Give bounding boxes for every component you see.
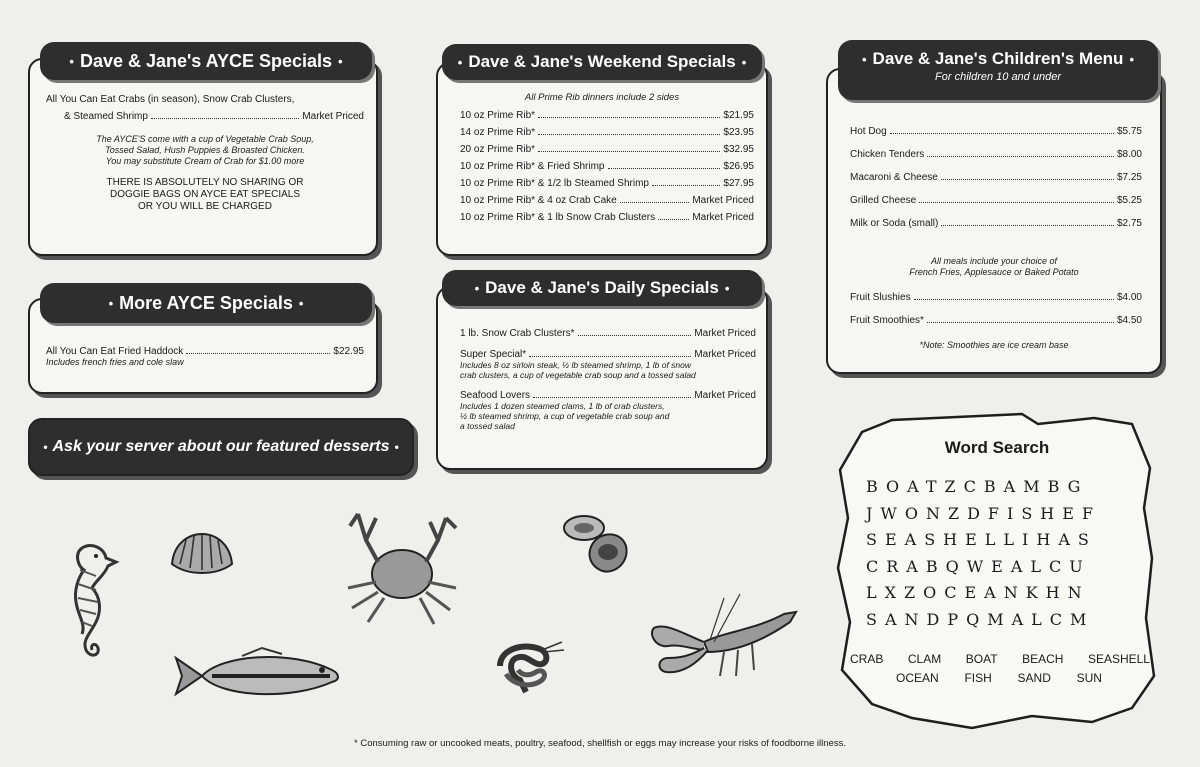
menu-item-name: Fruit Smoothies* <box>850 315 924 326</box>
menu-item-row <box>850 126 1142 137</box>
word-search-row: SEASHELLIHAS <box>866 530 1097 549</box>
menu-item-name: 14 oz Prime Rib* <box>460 127 536 138</box>
shrimp-icon <box>486 636 566 696</box>
word-search-row: JWONZDFISHEF <box>866 503 1102 523</box>
weekend-specials-panel <box>436 62 768 256</box>
children-banner: • Dave & Jane's Children's Menu • For children 10 and under <box>838 40 1158 100</box>
menu-item-row <box>850 195 1142 206</box>
menu-item-price: $8.00 <box>1116 149 1142 160</box>
menu-item-price: $26.95 <box>723 161 754 172</box>
word-list-item: CRAB <box>850 652 884 666</box>
daily-item-note: Includes 8 oz sirloin steak, ½ lb steamed shrimp, 1 lb of snow <box>460 360 692 370</box>
menu-item-price: $7.25 <box>1116 172 1142 183</box>
menu-item-name: 20 oz Prime Rib* <box>460 144 536 155</box>
menu-item-price: $32.95 <box>723 144 754 155</box>
menu-item-row <box>460 144 754 155</box>
menu-item-row <box>850 172 1142 183</box>
fish-icon <box>172 646 347 706</box>
menu-item-name: 10 oz Prime Rib* & 4 oz Crab Cake <box>460 195 617 206</box>
menu-item-row <box>850 292 1142 303</box>
word-list-item: SEASHELL <box>1087 652 1150 666</box>
menu-item-name: Macaroni & Cheese <box>850 172 938 183</box>
weekend-title: Dave & Jane's Weekend Specials <box>468 52 736 71</box>
children-footnote: *Note: Smoothies are ice cream base <box>919 340 1069 350</box>
daily-banner: • Dave & Jane's Daily Specials • <box>442 270 762 306</box>
word-list-item: BOAT <box>965 652 998 666</box>
menu-item-row <box>460 161 754 172</box>
menu-item-row <box>460 328 756 339</box>
ayce-line1: All You Can Eat Crabs (in season), Snow Crab Clusters, <box>46 94 295 105</box>
menu-item-row <box>460 110 754 121</box>
seahorse-icon <box>52 540 122 670</box>
menu-item-name: 10 oz Prime Rib* <box>460 110 536 121</box>
more-ayce-title: More AYCE Specials <box>119 293 293 313</box>
menu-item-price: Market Priced <box>692 212 754 223</box>
children-menu-panel <box>826 68 1162 374</box>
daily-item-note: Includes 1 dozen steamed clams, 1 lb of crab clusters, <box>460 401 665 411</box>
menu-item-price: $4.00 <box>1116 292 1142 303</box>
disclaimer: * Consuming raw or uncooked meats, poultry, seafood, shellfish or eggs may increase your risks of foodborne illness. <box>354 738 846 749</box>
word-list-item: CLAM <box>907 652 942 666</box>
daily-item-note: crab clusters, a cup of vegetable crab soup and a tossed salad <box>460 370 696 380</box>
menu-item-name: 10 oz Prime Rib* & 1/2 lb Steamed Shrimp <box>460 178 649 189</box>
lobster-icon <box>644 592 804 692</box>
menu-item-row <box>460 195 754 206</box>
ayce-specials-panel <box>28 58 378 256</box>
menu-item-price: Market Priced <box>692 195 754 206</box>
menu-item-price: $4.50 <box>1116 315 1142 326</box>
word-list-item: FISH <box>964 671 992 685</box>
desserts-panel: • Ask your server about our featured desserts • <box>28 418 414 476</box>
word-search-title: Word Search <box>944 438 1050 457</box>
ayce-item-row <box>46 111 364 122</box>
daily-items <box>460 328 756 431</box>
menu-item-name: 1 lb. Snow Crab Clusters* <box>460 328 575 339</box>
word-search-row: BOATZCBAMBG <box>866 477 1089 496</box>
more-ayce-banner: • More AYCE Specials • <box>40 283 372 323</box>
ayce-content <box>46 94 364 213</box>
weekend-banner: • Dave & Jane's Weekend Specials • <box>442 44 762 80</box>
word-search-row: SANDPQMALCM <box>866 609 1095 629</box>
weekend-subtitle: All Prime Rib dinners include 2 sides <box>524 92 680 103</box>
menu-item-price: Market Priced <box>694 390 756 401</box>
menu-item-price: $27.95 <box>723 178 754 189</box>
daily-item-note: a tossed salad <box>460 421 515 431</box>
children-meals-note: All meals include your choice of French Fries, Applesauce or Baked Potato <box>909 256 1079 277</box>
menu-item-price: Market Priced <box>694 349 756 360</box>
word-list-row2 <box>896 671 1102 685</box>
menu-item-name: Hot Dog <box>850 126 887 137</box>
weekend-items <box>460 110 754 223</box>
menu-item-price: Market Priced <box>694 328 756 339</box>
ayce-note: The AYCE'S come with a cup of Vegetable Crab Soup, Tossed Salad, Hush Puppies & Broasted Chicken. You may substitute Cream of Crab for $1.00 more <box>96 134 314 166</box>
ayce-warning: THERE IS ABSOLUTELY NO SHARING OR DOGGIE BAGS ON AYCE EAT SPECIALS OR YOU WILL BE CHARGED <box>106 177 304 212</box>
more-ayce-item-price: $22.95 <box>333 346 364 357</box>
menu-item-price: $2.75 <box>1116 218 1142 229</box>
menu-item-price: $5.75 <box>1116 126 1142 137</box>
menu-item-row <box>850 315 1142 326</box>
menu-item-row <box>460 127 754 138</box>
ayce-title: Dave & Jane's AYCE Specials <box>79 51 333 71</box>
menu-item-price: $21.95 <box>723 110 754 121</box>
menu-item-row <box>460 212 754 223</box>
oyster-icon <box>556 510 636 580</box>
word-search-row: LXZOCEANKHN <box>866 583 1090 602</box>
children-drinks <box>850 292 1142 326</box>
menu-item-price: $23.95 <box>723 127 754 138</box>
word-search-grid <box>866 474 1101 633</box>
more-ayce-item-note: Includes french fries and cole slaw <box>46 357 184 367</box>
menu-item-name: Chicken Tenders <box>850 149 925 160</box>
menu-item-row <box>460 349 756 360</box>
word-list-item: SUN <box>1076 671 1102 685</box>
daily-specials-panel <box>436 286 768 470</box>
desserts-text: Ask your server about our featured desserts <box>52 438 390 455</box>
ayce-item-price: Market Priced <box>302 111 364 122</box>
menu-item-name: Super Special* <box>460 349 527 360</box>
menu-item-price: $5.25 <box>1116 195 1142 206</box>
menu-item-row <box>460 178 754 189</box>
children-title: Dave & Jane's Children's Menu <box>872 49 1124 68</box>
ayce-item-name: & Steamed Shrimp <box>64 111 148 122</box>
menu-item-row <box>850 149 1142 160</box>
children-subtitle: For children 10 and under <box>935 70 1061 83</box>
menu-item-name: Fruit Slushies <box>850 292 911 303</box>
menu-item-name: Grilled Cheese <box>850 195 917 206</box>
ayce-banner: • Dave & Jane's AYCE Specials • <box>40 42 372 80</box>
word-list-row1 <box>850 652 1150 666</box>
word-list-item: OCEAN <box>896 671 939 685</box>
more-ayce-item-row <box>46 346 364 357</box>
menu-item-row <box>850 218 1142 229</box>
crab-icon <box>338 504 468 634</box>
daily-item-note: ½ lb steamed shrimp, a cup of vegetable crab soup and <box>460 411 670 421</box>
more-ayce-item-name: All You Can Eat Fried Haddock <box>46 346 184 357</box>
children-items <box>850 126 1142 229</box>
menu-item-name: Milk or Soda (small) <box>850 218 939 229</box>
clam-shell-icon <box>166 530 236 580</box>
word-search-row: CRABQWEALCU <box>866 556 1091 576</box>
daily-title: Dave & Jane's Daily Specials <box>485 278 719 297</box>
menu-item-name: 10 oz Prime Rib* & 1 lb Snow Crab Clusters <box>460 212 656 223</box>
menu-item-name: Seafood Lovers <box>460 390 531 401</box>
word-list-item: BEACH <box>1022 652 1064 666</box>
menu-item-row <box>460 390 756 401</box>
menu-item-name: 10 oz Prime Rib* & Fried Shrimp <box>460 161 605 172</box>
word-list-item: SAND <box>1017 671 1051 685</box>
